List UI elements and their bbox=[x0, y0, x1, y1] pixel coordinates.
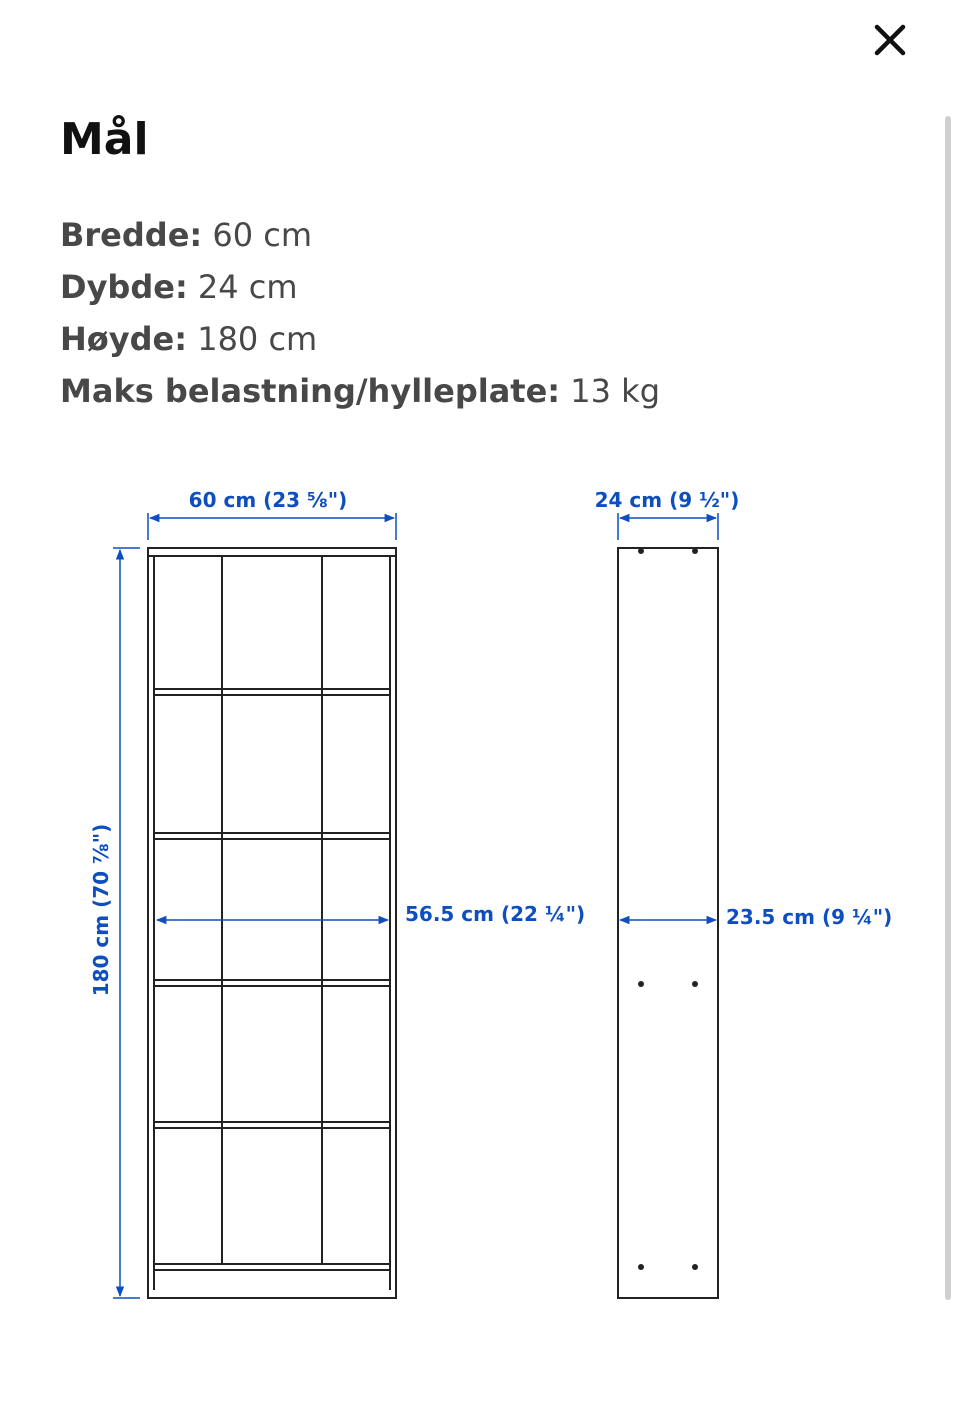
front-width-label: 60 cm (23 ⅝") bbox=[188, 488, 348, 512]
spec-value: 60 cm bbox=[212, 216, 313, 254]
side-depth-label: 24 cm (9 ½") bbox=[594, 488, 740, 512]
spec-value: 24 cm bbox=[197, 268, 298, 306]
spec-value: 13 kg bbox=[570, 372, 660, 410]
side-view-panel bbox=[618, 548, 718, 1298]
spec-value: 180 cm bbox=[197, 320, 318, 358]
front-height-label: 180 cm (70 ⅞") bbox=[89, 823, 113, 997]
front-height-dimension bbox=[89, 548, 140, 1298]
side-depth-dimension bbox=[595, 488, 740, 540]
spec-label: Maks belastning/hylleplate: bbox=[60, 372, 561, 410]
inner-depth-label: 23.5 cm (9 ¼") bbox=[726, 905, 893, 929]
spec-label: Bredde: bbox=[60, 216, 203, 254]
front-width-dimension bbox=[148, 488, 396, 540]
page-title: Mål bbox=[60, 114, 149, 165]
spec-label: Høyde: bbox=[60, 320, 188, 358]
inner-width-label: 56.5 cm (22 ¼") bbox=[405, 902, 586, 926]
inner-depth-dimension bbox=[620, 905, 892, 929]
front-view-bookcase bbox=[148, 548, 396, 1298]
spec-label: Dybde: bbox=[60, 268, 188, 306]
